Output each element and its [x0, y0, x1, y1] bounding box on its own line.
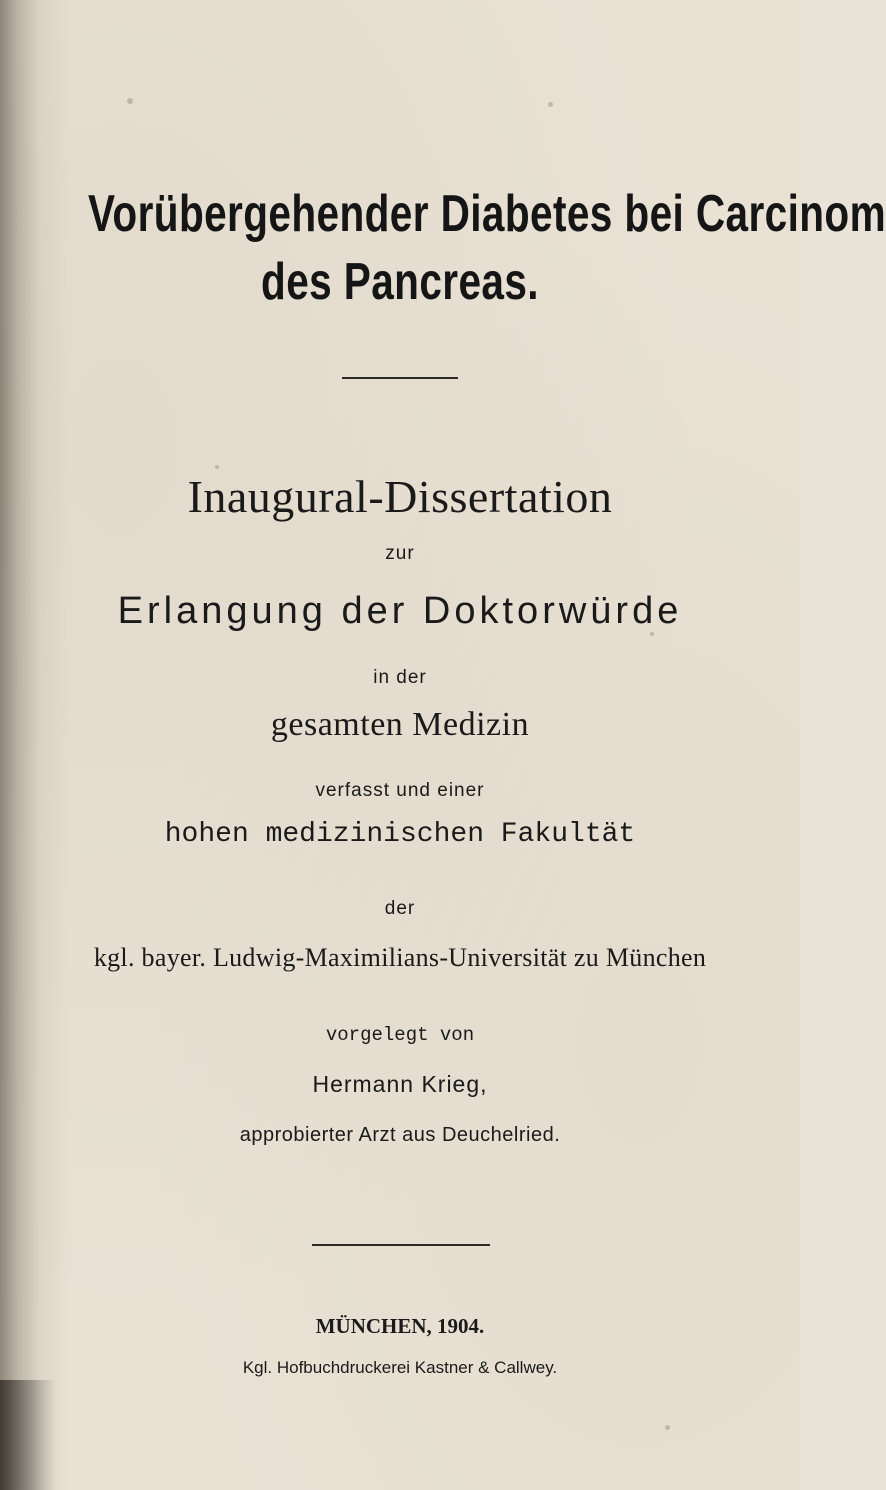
place-year: MÜNCHEN, 1904. — [315, 1314, 485, 1338]
text-fakultaet: hohen medizinischen Fakultät — [164, 819, 636, 850]
text-in-der: in der — [373, 667, 427, 688]
divider-bottom — [312, 1244, 490, 1246]
text-verfasst: verfasst und einer — [315, 780, 485, 801]
title-line-1: Vorübergehender Diabetes bei Carcinom — [88, 185, 886, 243]
text-universitaet: kgl. bayer. Ludwig-Maximilians-Universität zu München — [93, 943, 707, 972]
text-zur: zur — [385, 543, 415, 564]
paper-speck — [665, 1425, 670, 1430]
divider-top — [342, 377, 458, 379]
paper-speck — [127, 98, 133, 104]
text-vorgelegt: vorgelegt von — [325, 1024, 475, 1046]
text-gesamten-medizin: gesamten Medizin — [270, 706, 530, 743]
dissertation-heading: Inaugural-Dissertation — [187, 471, 613, 522]
paper-speck — [548, 102, 553, 107]
page-edge-shadow-bottom — [0, 1380, 55, 1490]
printer-imprint: Kgl. Hofbuchdruckerei Kastner & Callwey. — [242, 1358, 558, 1377]
text-erlangung: Erlangung der Doktorwürde — [117, 590, 683, 632]
title-line-2: des Pancreas. — [261, 253, 539, 311]
paper-speck — [215, 465, 219, 469]
author-name: Hermann Krieg, — [312, 1071, 488, 1097]
page-edge-shadow — [0, 0, 70, 1490]
author-description: approbierter Arzt aus Deuchelried. — [239, 1124, 561, 1146]
text-der: der — [384, 898, 416, 919]
